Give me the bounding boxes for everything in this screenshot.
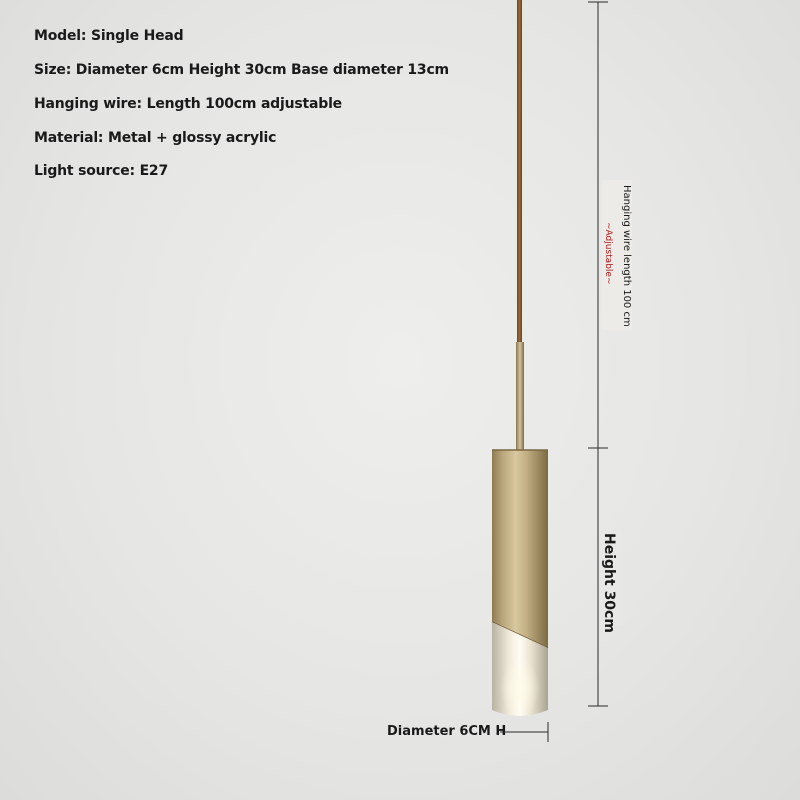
brass-rod [516, 342, 524, 450]
spec-light-source: Light source: E27 [34, 163, 169, 179]
spec-hanging-wire: Hanging wire: Length 100cm adjustable [34, 96, 342, 112]
spec-size: Size: Diameter 6cm Height 30cm Base diameter 13cm [34, 62, 449, 78]
spec-material: Material: Metal + glossy acrylic [34, 130, 277, 146]
diameter-label: Diameter 6CM H [387, 724, 507, 739]
wire-length-label: Hanging wire length 100 cm [621, 185, 632, 327]
crystal-glow [500, 658, 540, 718]
brass-shade [492, 450, 548, 648]
height-label: Height 30cm [601, 533, 617, 633]
spec-model: Model: Single Head [34, 28, 184, 44]
wire-adjustable-label: ~Adjustable~ [603, 222, 613, 285]
hanging-cord [517, 0, 522, 345]
